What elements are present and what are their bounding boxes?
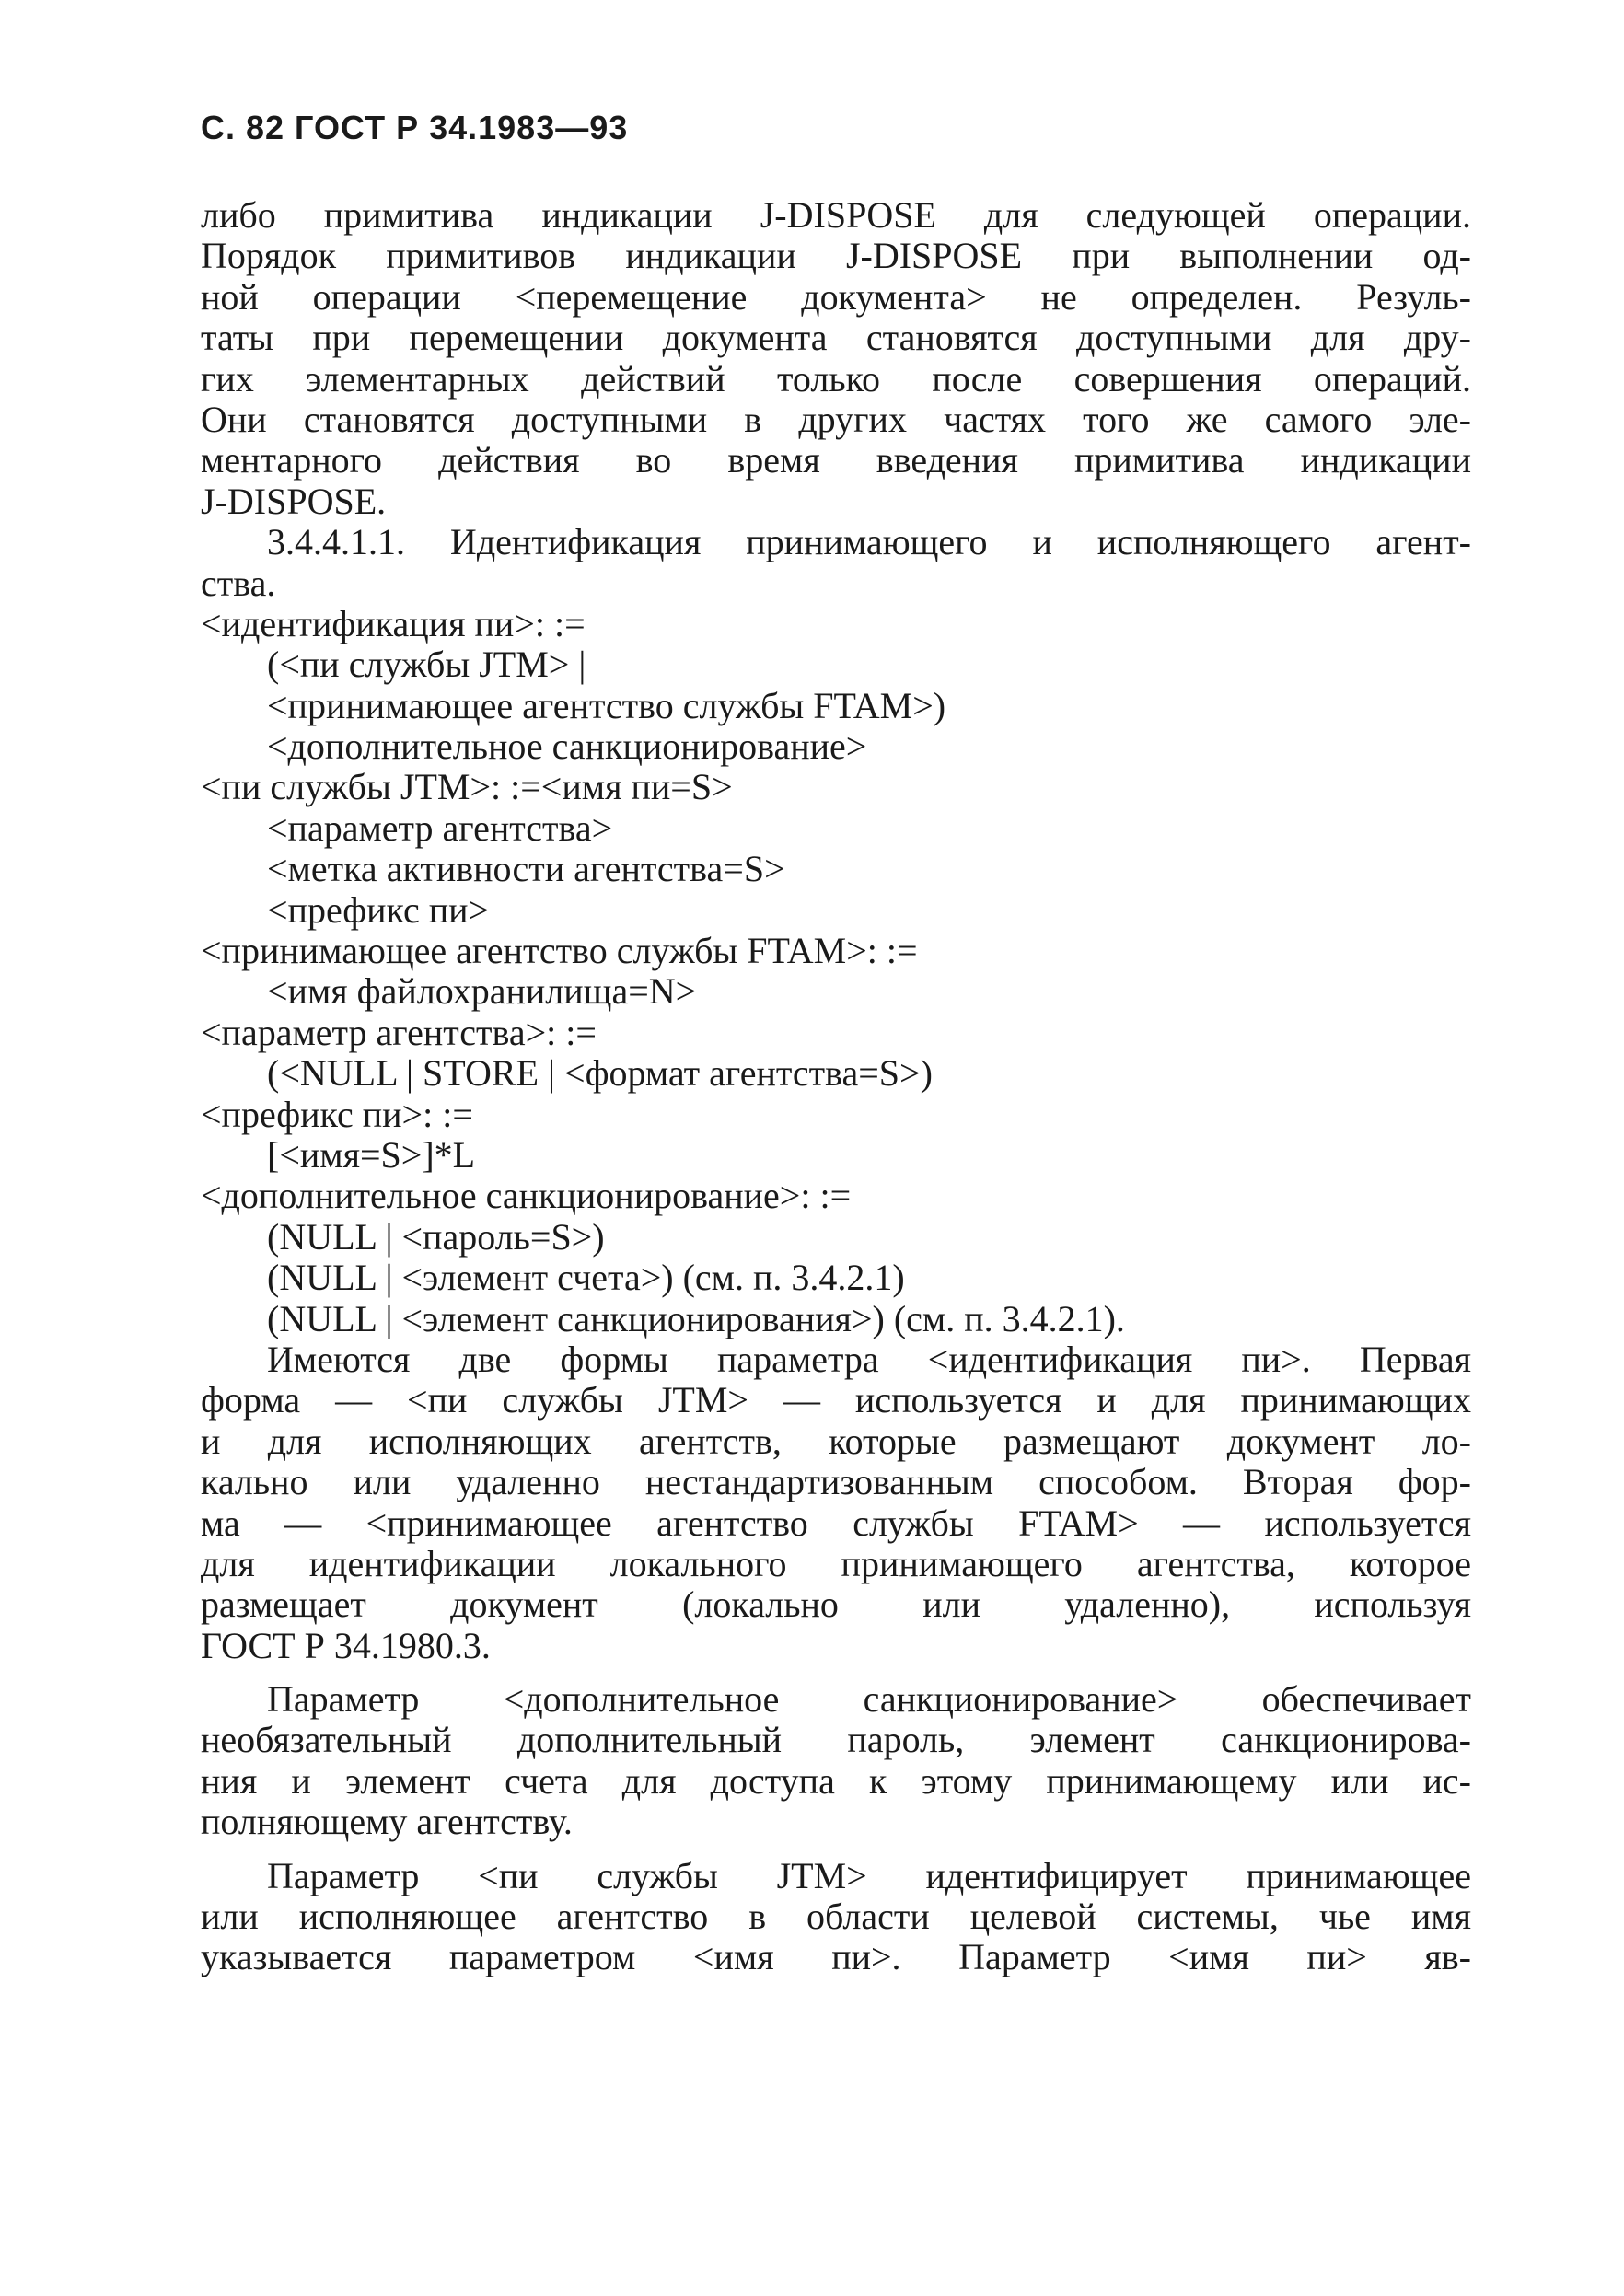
text-line: ства. (201, 562, 276, 604)
text-line: Они становятся доступными в других частях того же самого эле- (201, 399, 1471, 440)
text-line: J-DISPOSE. (201, 481, 387, 522)
grammar-line: (NULL | <элемент счета>) (см. п. 3.4.2.1) (267, 1258, 905, 1299)
text-line: и для исполняющих агентств, которые размещают документ ло- (201, 1421, 1471, 1462)
text-line: размещает документ (локально или удаленно), используя (201, 1584, 1471, 1626)
text-line: форма — <пи службы JTM> — используется и для принимающих (201, 1380, 1471, 1421)
grammar-line: <пи службы JTM>: :=<имя пи=S> (201, 767, 733, 808)
grammar-line: <метка активности агентства=S> (267, 849, 785, 890)
running-head: С. 82 ГОСТ Р 34.1983—93 (201, 109, 629, 146)
grammar-line: <принимающее агентство службы FTAM>: := (201, 931, 918, 972)
text-line: таты при перемещении документа становятся доступными для дру- (201, 318, 1471, 359)
text-line: Параметр <дополнительное санкционирование> обеспечивает (267, 1679, 1471, 1721)
grammar-line: <параметр агентства> (267, 807, 613, 849)
grammar-line: <параметр агентства>: := (201, 1012, 597, 1053)
grammar-line: <префикс пи> (267, 889, 490, 931)
grammar-line: (NULL | <элемент санкционирования>) (см. п. 3.4.2.1). (267, 1298, 1125, 1339)
grammar-line: <префикс пи>: := (201, 1094, 473, 1135)
text-line: либо примитива индикации J-DISPOSE для следующей операции. (201, 195, 1471, 236)
grammar-line: (<пи службы JTM> | (267, 644, 586, 686)
text-line: ной операции <перемещение документа> не определен. Резуль- (201, 276, 1471, 318)
grammar-line: <дополнительное санкционирование>: := (201, 1176, 852, 1217)
grammar-line: <принимающее агентство службы FTAM>) (267, 685, 946, 726)
text-line: для идентификации локального принимающего агентства, которое (201, 1543, 1471, 1584)
grammar-line: (NULL | <пароль=S>) (267, 1216, 605, 1258)
grammar-line: <имя файлохранилища=N> (267, 971, 697, 1013)
grammar-line: (<NULL | STORE | <формат агентства=S>) (267, 1053, 933, 1095)
text-line: указывается параметром <имя пи>. Параметр <имя пи> яв- (201, 1937, 1471, 1978)
text-line: кально или удаленно нестандартизованным способом. Вторая фор- (201, 1462, 1471, 1503)
grammar-line: <идентификация пи>: := (201, 603, 586, 644)
grammar-line: [<имя=S>]*L (267, 1134, 476, 1176)
text-line: ГОСТ Р 34.1980.3. (201, 1625, 491, 1666)
text-line: необязательный дополнительный пароль, элемент санкционирова- (201, 1720, 1471, 1761)
text-line: ма — <принимающее агентство службы FTAM> — используется (201, 1502, 1471, 1544)
text-line: ментарного действия во время введения примитива индикации (201, 440, 1471, 481)
text-line: полняющему агентству. (201, 1802, 573, 1843)
grammar-line: <дополнительное санкционирование> (267, 726, 867, 768)
text-line: Параметр <пи службы JTM> идентифицирует принимающее (267, 1855, 1471, 1896)
text-line: или исполняющее агентство в области целевой системы, чье имя (201, 1896, 1471, 1938)
text-line: ния и элемент счета для доступа к этому принимающему или ис- (201, 1760, 1471, 1802)
text-line: гих элементарных действий только после совершения операций. (201, 358, 1471, 400)
section-heading-line: 3.4.4.1.1. Идентификация принимающего и исполняющего агент- (267, 522, 1471, 563)
text-line: Имеются две формы параметра <идентификация пи>. Первая (267, 1339, 1471, 1380)
text-line: Порядок примитивов индикации J-DISPOSE при выполнении од- (201, 236, 1471, 277)
body-text (201, 195, 1471, 1978)
